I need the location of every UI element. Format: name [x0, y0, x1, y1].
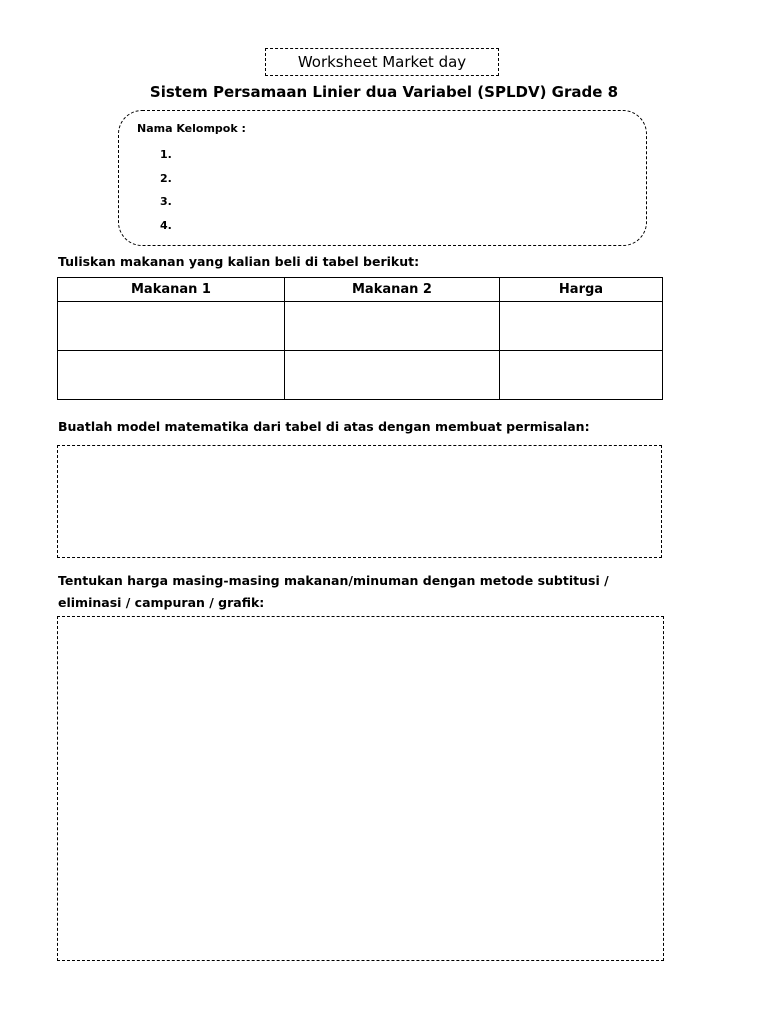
worksheet-subtitle: Sistem Persamaan Linier dua Variabel (SPLDV) Grade 8 — [149, 83, 619, 101]
table-cell[interactable] — [285, 302, 500, 351]
member-number-2: 2. — [160, 172, 172, 185]
model-answer-box[interactable] — [57, 445, 662, 558]
table-cell[interactable] — [285, 351, 500, 400]
method-answer-box[interactable] — [57, 616, 664, 961]
column-header-price: Harga — [500, 278, 663, 302]
table-row — [58, 302, 663, 351]
table-cell[interactable] — [58, 351, 285, 400]
member-number-3: 3. — [160, 195, 172, 208]
food-table — [57, 277, 663, 400]
method-instruction-line-2: eliminasi / campuran / grafik: — [58, 595, 265, 610]
member-number-4: 4. — [160, 219, 172, 232]
member-number-1: 1. — [160, 148, 172, 161]
model-instruction: Buatlah model matematika dari tabel di atas dengan membuat permisalan: — [58, 419, 590, 434]
table-cell[interactable] — [500, 302, 663, 351]
table-cell[interactable] — [500, 351, 663, 400]
table-row — [58, 351, 663, 400]
column-header-food-2: Makanan 2 — [285, 278, 500, 302]
column-header-food-1: Makanan 1 — [58, 278, 285, 302]
table-cell[interactable] — [58, 302, 285, 351]
table-header-row — [58, 278, 663, 302]
method-instruction-line-1: Tentukan harga masing-masing makanan/minuman dengan metode subtitusi / — [58, 573, 609, 588]
group-name-label: Nama Kelompok : — [137, 122, 246, 135]
food-table-instruction: Tuliskan makanan yang kalian beli di tabel berikut: — [58, 254, 420, 269]
worksheet-title: Worksheet Market day — [265, 48, 499, 76]
